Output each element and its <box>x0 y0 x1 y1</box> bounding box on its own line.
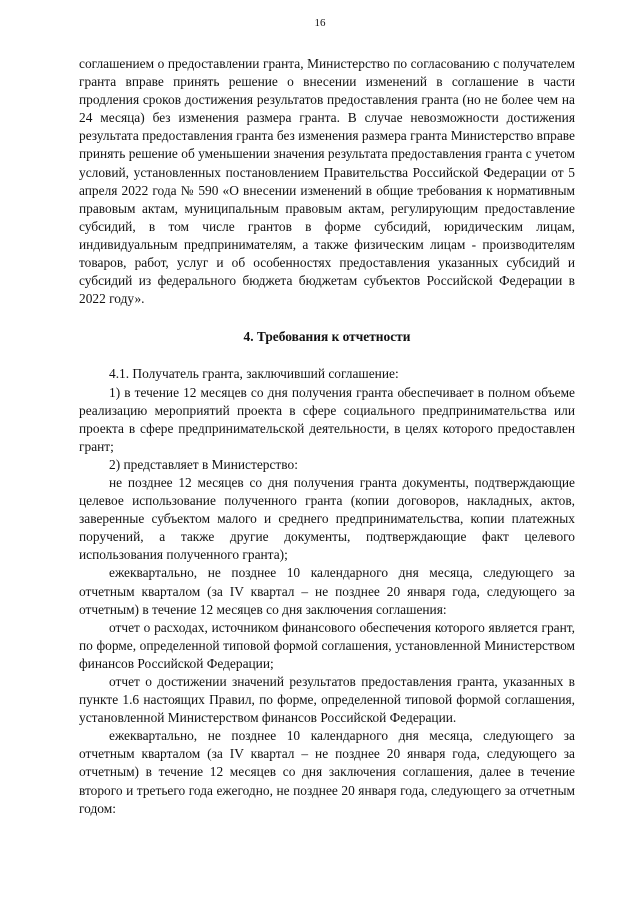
paragraph-item-2: 2) представляет в Министерство: <box>109 456 298 472</box>
paragraph-documents-deadline: не позднее 12 месяцев со дня получения гранта документы, подтверждающие целевое использование полученного гранта (копии договоров, накладных, актов, заверенные субъектом малого и среднего предпринимательства, копии платежных поручений, а также другие документы, подтверждающие факт целевого использования полученного гранта); <box>79 474 575 563</box>
paragraph-item-1: 1) в течение 12 месяцев со дня получения гранта обеспечивает в полном объеме реализацию мероприятий проекта в сфере социального предпринимательства или проекта в сфере предпринимательской деятельности, в целях которого предоставлен грант; <box>79 384 575 454</box>
continued-paragraph: соглашением о предоставлении гранта, Министерство по согласованию с получателем гранта вправе принять решение о внесении изменений в соглашение в части продления сроков достижения результатов предоставления гранта (но не более чем на 24 месяца) без изменения размера гранта. В случае невозможности достижения результата предоставления гранта без изменения размера гранта Министерство вправе принять решение об уменьшении значения результата предоставления гранта с учетом условий, установленных постановлением Правительства Российской Федерации от 5 апреля 2022 года № 590 «О внесении изменений в общие требования к нормативным правовым актам, муниципальным правовым актам, регулирующим предоставление субсидий, в том числе грантов в форме субсидий, юридическим лицам, индивидуальным предпринимателям, а также физическим лицам - производителям товаров, работ, услуг и об особенностях предоставления указанных субсидий и субсидий из федерального бюджета бюджетам субъектов Российской Федерации в 2022 году». <box>79 56 575 307</box>
paragraph-quarterly-extended: ежеквартально, не позднее 10 календарного дня месяца, следующего за отчетным кварталом (за IV квартал – не позднее 20 января года, следующего за отчетным) в течение 12 месяцев со дня заключения соглашения, далее в течение второго и третьего года ежегодно, не позднее 20 января года, следующего за отчетным годом: <box>79 728 575 816</box>
paragraph-quarterly-reports: ежеквартально, не позднее 10 календарного дня месяца, следующего за отчетным кварталом (за IV квартал – не позднее 20 января года, следующего за отчетным) в течение 12 месяцев со дня заключения соглашения: <box>79 565 575 617</box>
page-number: 16 <box>314 17 326 29</box>
document-body <box>79 55 575 818</box>
paragraph-results-report: отчет о достижении значений результатов предоставления гранта, указанных в пункте 1.6 настоящих Правил, по форме, определенной типовой формой соглашения, установленной Министерством финансов Российской Федерации. <box>79 674 575 726</box>
paragraph-expense-report: отчет о расходах, источником финансового обеспечения которого является грант, по форме, определенной типовой формой соглашения, установленной Министерством финансов Российской Федерации; <box>79 619 575 671</box>
section-heading: 4. Требования к отчетности <box>243 329 411 345</box>
paragraph-4-1: 4.1. Получатель гранта, заключивший соглашение: <box>109 366 399 382</box>
